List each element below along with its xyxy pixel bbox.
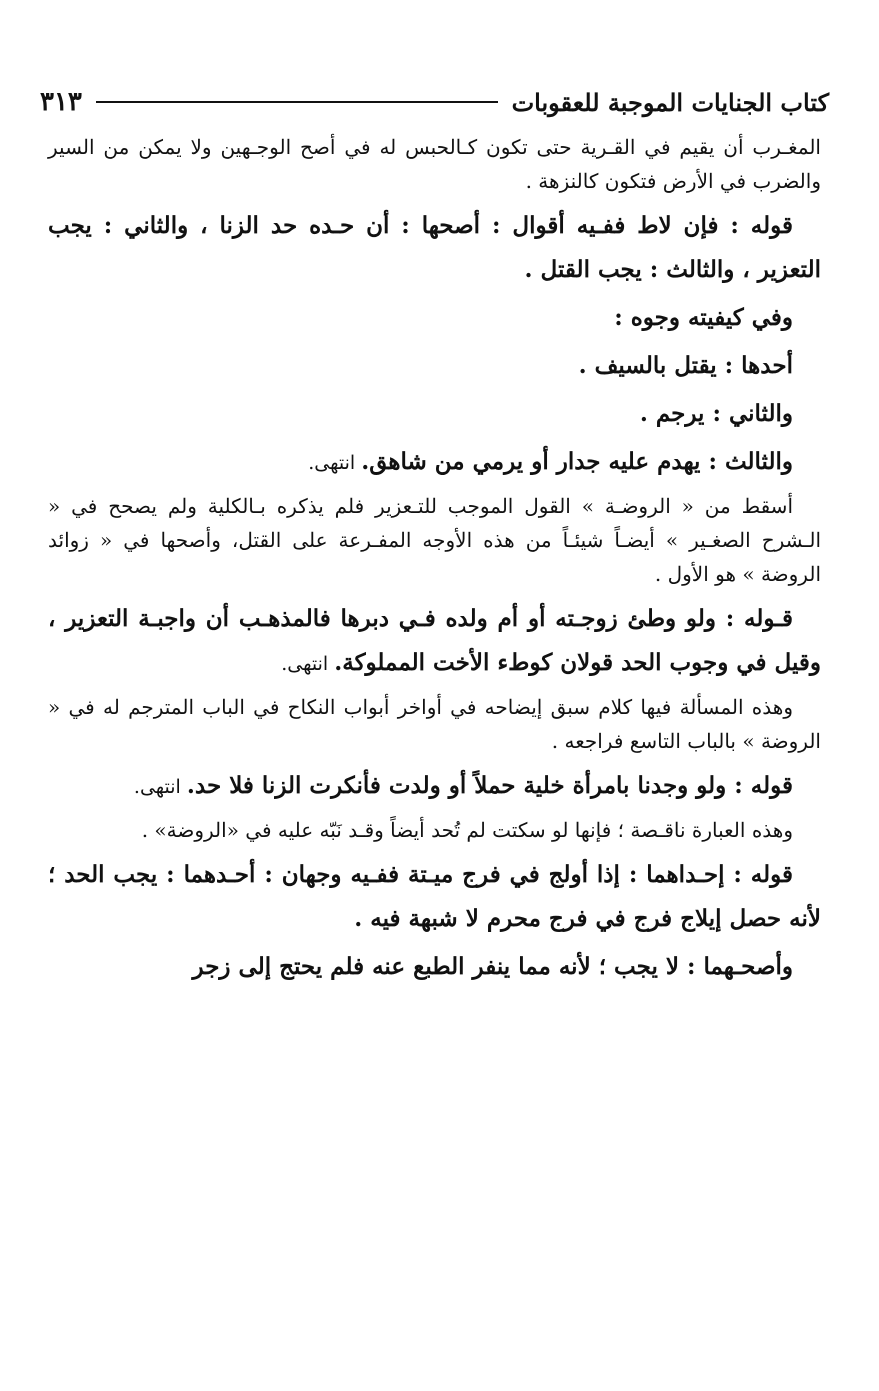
paragraph: قوله : فإن لاط ففـيه أقوال : أصحها : أن حـده حد الزنا ، والثاني : يجب التعزير ، والثالث : يجب القتل . (48, 212, 821, 283)
body-text (48, 130, 821, 993)
paragraph: وهذه المسألة فيها كلام سبق إيضاحه في أواخر أبواب النكاح في الباب المترجم له في « الروضة » بالباب التاسع فراجعه . (48, 695, 821, 753)
paragraph: وهذه العبارة ناقـصة ؛ فإنها لو سكتت لم تُحد أيضاً وقـد نَبّه عليه في «الروضة» . (141, 818, 793, 842)
paragraph: والثاني : يرجم . (639, 400, 793, 427)
paragraph: والثالث : يهدم عليه جدار أو يرمي من شاهق. انتهى. (308, 448, 793, 475)
paragraph: أسقط من « الروضـة » القول الموجب للتـعزير فلم يذكره بـالكلية ولم يصحح في « الـشرح الصغـير » أيضـاً شيئـاً من هذه الأوجه المفـرعة على القتل، وأصحها في « زوائد الروضة » هو الأول . (48, 494, 821, 586)
paragraph: وأصحـهما : لا يجب ؛ لأنه مما ينفر الطبع عنه فلم يحتج إلى زجر (192, 953, 793, 980)
paragraph: وفي كيفيته وجوه : (614, 304, 793, 331)
paragraph-tail: انتهى. (133, 776, 187, 798)
page-header (40, 82, 829, 122)
paragraph: قوله : إحـداهما : إذا أولج في فرج ميـتة ففـيه وجهان : أحـدهما : يجب الحد ؛ لأنه حصل إيلاج فرج في فرج محرم لا شبهة فيه . (48, 861, 821, 932)
paragraph: قوله : ولو وجدنا بامرأة خلية حملاً أو ولدت فأنكرت الزنا فلا حد. انتهى. (133, 772, 793, 799)
page-number: ٣١٣ (40, 87, 82, 117)
paragraph-tail: انتهى. (308, 452, 362, 474)
paragraph-tail: انتهى. (281, 653, 335, 675)
paragraph: قـوله : ولو وطئ زوجـته أو أم ولده فـي دبرها فالمذهـب أن واجبـة التعزير ، وقيل في وجوب الحد قولان كوطء الأخت المملوكة. انتهى. (48, 605, 821, 676)
running-title: كتاب الجنايات الموجبة للعقوبات (511, 87, 829, 117)
paragraph: أحدها : يقتل بالسيف . (578, 352, 793, 379)
paragraph: المغـرب أن يقيم في القـرية حتى تكون كـالحبس له في أصح الوجـهين ولا يمكن من السير والضرب في الأرض فتكون كالنزهة . (48, 135, 821, 193)
header-rule (96, 101, 498, 103)
